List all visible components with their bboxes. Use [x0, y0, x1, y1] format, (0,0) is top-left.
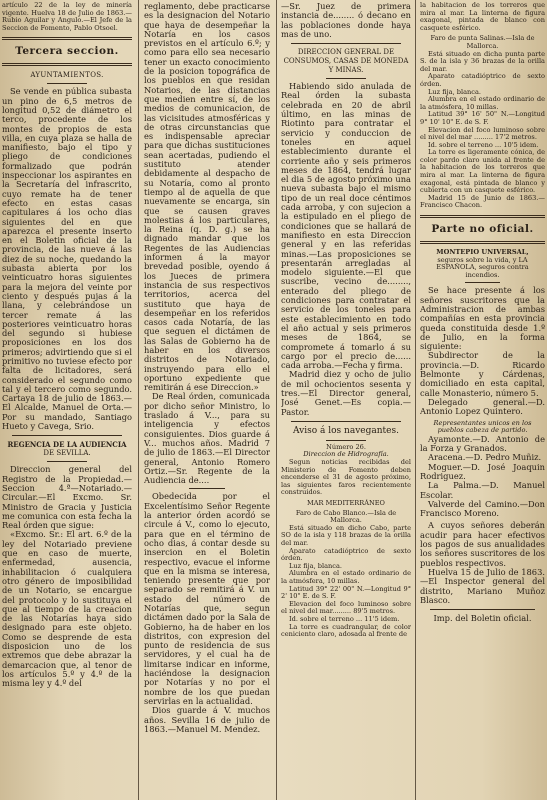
aviso-heading: Aviso á los navegantes. — [293, 425, 399, 436]
faro-line: Latitud 39° 22' 00" N.—Longitud 9° 2' 10" E. de S. F. — [281, 584, 411, 601]
column-2 — [144, 0, 270, 800]
numero: Número 26. — [326, 442, 366, 451]
mar-heading: MAR MEDITERRÁNEO — [307, 499, 385, 508]
montepio-subheading: seguros sobre la vida, y LA ESPAÑOLA, seguros contra incendios. — [436, 255, 529, 279]
regencia-heading: REGENCIA DE LA AUDIENCIA — [7, 440, 127, 450]
representante-item: Moguer.—D. José Joaquin Rodriguez. — [420, 461, 545, 481]
faro-line: Latitud 39° 16' 50" N.—Longitud 9° 10' 10" E. de S. F. — [420, 110, 545, 126]
montepio-paragraph: Se hace presente á los señores suscritores que la Administracion de ambas compañías en esta provincia queda constituida desde 1.º de Julio, en la forma siguiente: — [420, 285, 545, 352]
divider — [291, 43, 401, 44]
faro-line: Elevacion del foco luminoso sobre el nivel del mar......... 89'5 metros. — [281, 599, 411, 616]
faro-line: Alumbra en el estado ordinario de la atmósfera, 10 millas. — [281, 569, 411, 585]
representantes-heading: Representantes unicos en los pueblos cabeza de partido. — [433, 418, 532, 435]
column-rule — [138, 0, 139, 800]
regencia-paragraph: Direccion general del Registro de la Propiedad.—Seccion 4.ª—Notariado.—Circular.—El Excmo. Sr. Ministro de Gracia y Justicia me comunica con esta fecha la Real órden que sigue: — [2, 464, 132, 531]
consumos-paragraph: Habiendo sido anulada de Real órden la subasta celebrada en 20 de abril último, en las minas de Riotinto para contratar el servicio y conduccion de toneles en aquel establecimiento durante el corriente año y seis primeros meses de 1864, tendrá lugar el dia 5 de agosto próximo una nueva subasta bajo el mismo tipo de un real doce céntimos cada arroba, y con sujecion a la estipulado en el pliego de condiciones que se hallará de manifiesto en esta Direccion general y en las referidas minas.—Las proposiciones se presentarán arregladas al modelo siguiente.—El que suscribe, vecino de........, enterado del pliego de condiciones para contratar el servicio de los toneles para este establecimiento en todo el año actual y seis primeros meses de 1864, se compromete á tomarlo á su cargo por el precio de...... cada arroba.—Fecha y firma. — [281, 81, 411, 371]
order-paragraph: Obedecida por el Excelentísimo Señor Regente la anterior órden acordó se circule á V., como lo ejecuto, para que en el término de ocho dias, á contar desde su insercion en el Boletin respectivo, evacue el informe que en la misma se interesa, teniendo presente que por separado se remitirá á V. un estado del número de Notarías que, segun dictámen dado por la Sala de Gobierno, ha de haber en los distritos, con expresion del punto de residencia de sus servidores, y el cual ha de limitarse indicar en informe, haciéndose la designacion por Notarías y no por el nombre de los que puedan servirlas en la actualidad. — [144, 491, 270, 706]
faro-line: Aparato catadióptrico de sexto órden. — [420, 72, 545, 88]
faro-signature: Madrid 15 de Junio de 1863.—Francisco Chacon. — [420, 193, 545, 210]
column-1 — [2, 0, 132, 800]
faro-continuation: la habitacion de los torreros que mira al mar. La linterna de figura exagonal, pintada de blanco con casquete esférico. — [420, 1, 545, 32]
section-divider — [2, 63, 132, 66]
order-signature: Dios guarde á V. muchos años. Sevilla 16 de julio de 1863.—Manuel M. Mendez. — [144, 705, 270, 734]
closing-paragraph: A cuyos señores deberán acudir para hacer efectivos los pagos de sus anualidades los señores suscritores de los pueblos respectivos. — [420, 520, 545, 568]
divider — [291, 421, 401, 422]
faro-line: Luz fija, blanca. — [289, 561, 342, 570]
faro-line: Id. sobre el terreno ... 11'5 idem. — [289, 614, 400, 623]
closing-signature: Huelva 15 de Julio de 1863.—El Inspector general del distrito, Mariano Muñoz Blasco. — [420, 566, 545, 605]
mining-notice-end: artículo 22 de la ley de minería vigente. Huelva 18 de Julio de 1863.—Rubio Aguilar y Angulo.—El Jefe de la Seccion de Fomento, Pablo Otsoel. — [2, 1, 132, 32]
order-paragraph: reglamento, debe practicarse es la designacion del Notario que haya de desempeñar la Notaría en los casos previstos en el artículo 6.º; y como para ello sea necesario tener un exacto conocimiento de la posicion topográfica de los pueblos en que residan Notarios, de las distancias que medien entre sí, de los medios de comunicacion, de las vicisitudes atmosféricas y de otras circunstancias que es indispensable apreciar para que dichas sustituciones sean acertadas, pudiendo el sustituto atender debidamente al despacho de su Notaría, como al pronto tiempo al de aquella de que nuevamente se encarga, sin que se causen graves molestias á los particulares, la Reina (q. D. g.) se ha dignado mandar que los Regentes de las Audiencias informen á la mayor brevedad posible, oyendo á los Jueces de primera instancia de sus respectivos territorios, acerca del sustituto que haya de desempeñar en los referidos casos cada Notaría, de las que seguen el dictámen de las Salas de Gobierno ha de haber en los diversos distritos de Notariado, instruyendo para ello el oportuno expediente que remitirán á ese Direccion.» — [144, 1, 270, 393]
representante-item: Aracena.—D. Pedro Muñiz. — [428, 452, 542, 463]
section-divider — [2, 37, 132, 40]
faro-line: Luz fija, blanca. — [428, 87, 481, 96]
order-addressee: —Sr. Juez de primera instancia de........ ó decano en las poblaciones donde haya mas de uno. — [281, 1, 411, 39]
divider — [189, 488, 225, 489]
representante-item: Ayamonte.—D. Antonio de la Forza y Granados. — [420, 433, 545, 454]
faro-line: Está situado en dicha punta parte S. de la isla y 36 brazas de la orilla del mar. — [420, 49, 545, 73]
divider — [326, 78, 366, 79]
regencia-subheading: DE SEVILLA. — [43, 449, 91, 458]
faro-line: Id. sobre el terreno ... 10'5 idem. — [428, 140, 539, 149]
section-title: Tercera seccion. — [15, 45, 119, 58]
representante-item: Valverde del Camino.—Don Francisco Moreno. — [420, 498, 545, 519]
divider — [430, 609, 535, 610]
direccion-hidrografia: Direccion de Hidrografía. — [303, 450, 389, 459]
faro-title: Faro de punta Salinas.—Isla de Mallorca. — [430, 34, 535, 50]
divider — [12, 435, 122, 436]
section-divider — [420, 215, 545, 218]
section-divider — [420, 241, 545, 244]
representante-item: La Palma.—D. Manuel Escolar. — [420, 480, 545, 500]
divider — [326, 440, 366, 441]
montepio-paragraph: Subdirector de la provincia.—D. Ricardo Belmonte y Cárdenas, domiciliado en esta capital, calle Monasterio, número 5. — [420, 350, 545, 398]
montepio-heading: MONTEPIO UNIVERSAL, — [436, 248, 529, 257]
ayuntamientos-heading: AYUNTAMIENTOS. — [30, 71, 104, 80]
consumos-paragraph: Madrid diez y ocho de julio de mil ochocientos sesenta y tres.—El Director general, José Genet.—Es copia.—Pastor. — [281, 369, 411, 417]
consumos-heading: DIRECCION GENERAL DE CONSUMOS, CASAS DE MONEDA Y MINAS. — [283, 48, 409, 75]
regencia-paragraph: «Excmo. Sr.: El art. 6.º de la ley del Notariado previene que en caso de muerte, enfermedad, ausencia, inhabilitacion ó cualquiera otro género de imposibilidad de un Notario, se encargue del protocolo y lo sustituya el que al tiempo de la creacion de las Notarías haya sido designado para este objeto. Como se desprende de esta disposicion uno de los extremos que debe abrazar la demarcacion que, al tenor de los artículos 5.º y 4.º de la misma ley y 4.º del — [2, 529, 132, 689]
faro-line: Está situado en dicho Cabo, parte SO de la isla y 118 brazas de la orilla del mar. — [281, 523, 411, 547]
faro-line: La torre es ligeramente cónica, de color pardo claro unida al frente de la habitacion de los torreros que mira al mar. La linterna de figura exagonal, está pintada de blanco y cubierta con un casquete esférico. — [420, 148, 545, 195]
column-rule — [415, 0, 416, 800]
imprenta-line: Imp. del Boletin oficial. — [433, 613, 532, 624]
faro-line: Alumbra en el estado ordinario de la atmósfera, 10 millas. — [420, 95, 545, 111]
montepio-paragraph: Delegado general.—D. Antonio Lopez Quintero. — [420, 396, 545, 417]
ayuntamientos-paragraph: Se vende en pública subasta un pino de 6,5 metros de longitud 0,52 de diámetro el terco, procedente de los montes de propios de esta villa, en cuya plaza se halla de manifiesto, bajo el tipo y pliego de condiciones formalizado que podrán inspeccionar los aspirantes en la Secretaría del infrascrito, cuyo remate ha de tener efecto en estas casas capitulares á los ocho dias siguientes del en que aparezca el presente inserto en el Boletin oficial de la provincia, de las nueve á las diez de su noche, quedando la subasta abierta por los veinticuatro horas siguientes para la mejora del veinte por ciento y después pujas á la llana, y celebrándose un tercer remate á las posteriores veinticuatro horas del segundo si hubiese proposiciones en los dos primeros; advirtiendo que si el primitivo no tuviese efecto por falta de licitadores, será considerado el segundo como tal y el tercero como segundo. Cartaya 18 de julio de 1863.—El Alcalde, Manuel de Orta.—Por su mandado, Santiago Hueto y Cavega, Srio. — [2, 86, 132, 432]
order-paragraph: De Real órden, comunicada por dicho señor Ministro, lo traslado á V..., para su inteligencia y efectos consiguientes. Dios guarde á V... muchos años. Madrid 7 de julio de 1863.—El Director general, Antonio Romero Ortiz.—Sr. Regente de la Audiencia de.... — [144, 391, 270, 486]
faro-line: Aparato catadióptrico de sexto órden. — [281, 546, 411, 563]
no-oficial-title: Parte no oficial. — [431, 223, 534, 236]
column-rule — [276, 0, 277, 800]
column-3 — [281, 0, 411, 800]
faro-title: Faro de Cabo Blanco.—Isla de Mallorca. — [295, 508, 397, 525]
divider — [47, 83, 87, 84]
column-4 — [420, 0, 545, 800]
faro-line: Elevacion del foco luminoso sobre el nivel del mar ......... 17'2 metros. — [420, 125, 545, 142]
hidrografia-paragraph: Segun noticias recibidas del Ministerio de Fomento deben encenderse el 31 de agosto próximo, las siguientes faros recientemente construidos. — [281, 458, 411, 497]
divider — [465, 282, 500, 283]
faro-line: La torre es cuadrangular, de color ceniciento claro, adosada al frente de — [281, 622, 411, 639]
divider — [47, 461, 87, 462]
